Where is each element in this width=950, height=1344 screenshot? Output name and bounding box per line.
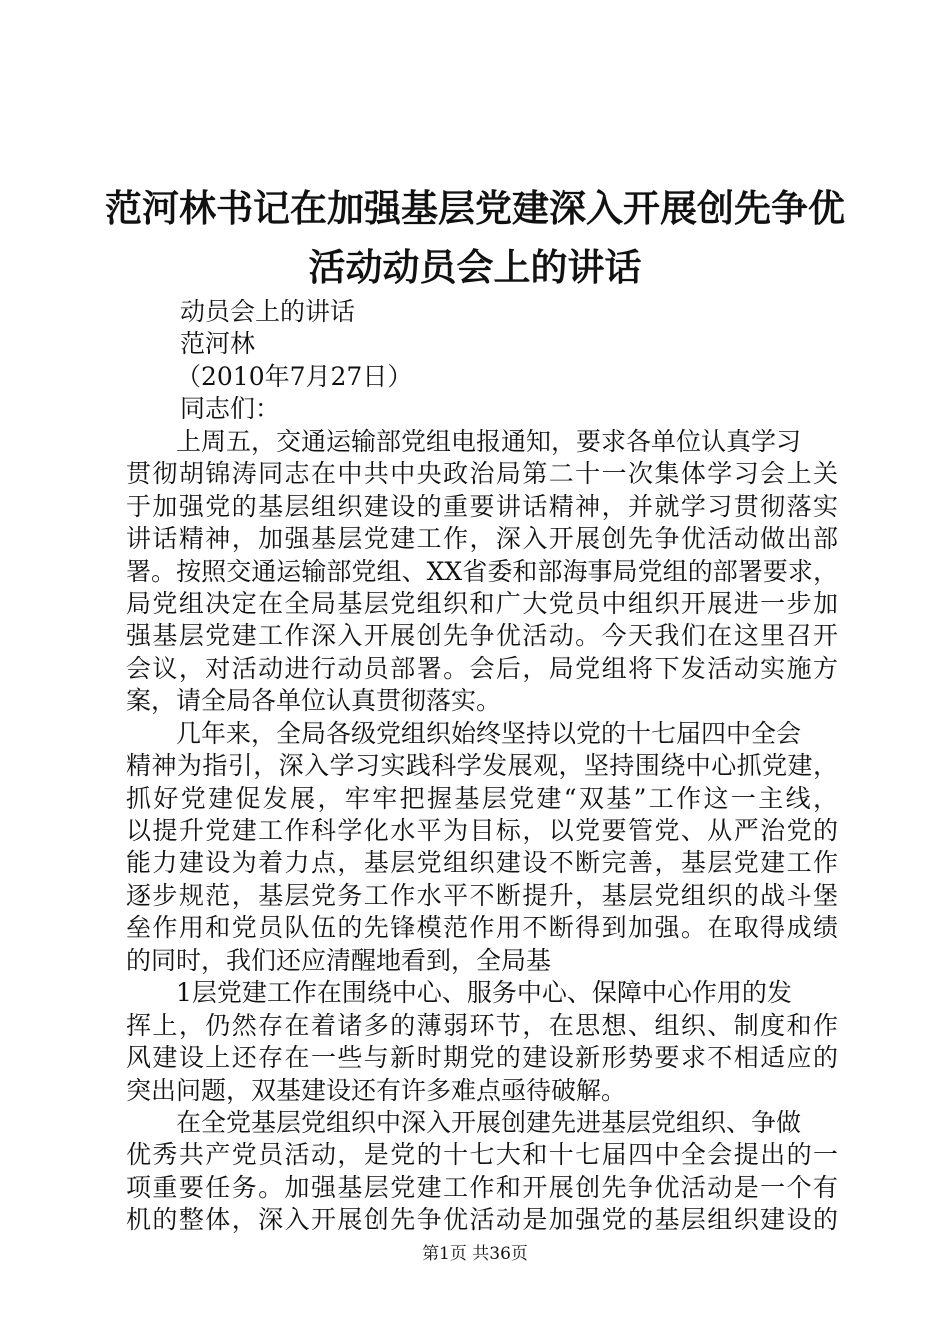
- document-title-line-1: 范河林书记在加强基层党建深入开展创先争优: [105, 186, 845, 230]
- paragraph-1-line: 贯彻胡锦涛同志在中共中央政治局第二十一次集体学习会上关: [126, 459, 838, 489]
- paragraph-1-line: 强基层党建工作深入开展创先争优活动。今天我们在这里召开: [126, 621, 838, 651]
- document-title-line-2: 活动动员会上的讲话: [308, 245, 642, 289]
- paragraph-2-line: 的同时，我们还应清醒地看到，全局基: [126, 945, 552, 975]
- subtitle-line: 动员会上的讲话: [180, 297, 356, 326]
- page-footer: 第1页 共36页: [422, 1244, 528, 1264]
- paragraph-1-line: 于加强党的基层组织建设的重要讲话精神，并就学习贯彻落实: [126, 491, 838, 521]
- paragraph-2-line: 垒作用和党员队伍的先锋模范作用不断得到加强。在取得成绩: [126, 913, 838, 943]
- paragraph-2-line: 几年来，全局各级党组织始终坚持以党的十七届四中全会: [176, 718, 802, 748]
- document-body: [126, 296, 838, 1237]
- paragraph-4-line: 项重要任务。加强基层党建工作和开展创先争优活动是一个有: [126, 1172, 838, 1202]
- paragraph-1-line: 局党组决定在全局基层党组织和广大党员中组织开展进一步加: [126, 588, 838, 618]
- paragraph-3-line: 风建设上还存在一些与新时期党的建设新形势要求不相适应的: [126, 1043, 838, 1073]
- paragraph-3-line: 1层党建工作在围绕中心、服务中心、保障中心作用的发: [176, 978, 792, 1008]
- paragraph-1-line: 案，请全局各单位认真贯彻落实。: [126, 686, 502, 716]
- paragraph-2-line: 逐步规范，基层党务工作水平不断提升，基层党组织的战斗堡: [126, 880, 838, 910]
- paragraph-1-line: 讲话精神，加强基层党建工作，深入开展创先争优活动做出部: [126, 524, 838, 554]
- paragraph-1-line: 上周五，交通运输部党组电报通知，要求各单位认真学习: [176, 426, 802, 456]
- paragraph-3-line: 突出问题，双基建设还有许多难点亟待破解。: [126, 1075, 627, 1105]
- speech-date: （2010年7月27日）: [176, 361, 413, 391]
- paragraph-4-line: 机的整体，深入开展创先争优活动是加强党的基层组织建设的: [126, 1205, 838, 1235]
- salutation: 同志们：: [180, 394, 281, 424]
- paragraph-2-line: 能力建设为着力点，基层党组织建设不断完善，基层党建工作: [126, 848, 838, 878]
- paragraph-2-line: 抓好党建促发展，牢牢把握基层党建“双基”工作这一主线，: [126, 783, 838, 813]
- paragraph-1-line: 会议，对活动进行动员部署。会后，局党组将下发活动实施方: [126, 653, 838, 683]
- paragraph-2-line: 精神为指引，深入学习实践科学发展观，坚持围绕中心抓党建，: [126, 751, 838, 781]
- paragraph-4-line: 在全党基层党组织中深入开展创建先进基层党组织、争做: [176, 1107, 802, 1137]
- paragraph-2-line: 以提升党建工作科学化水平为目标，以党要管党、从严治党的: [126, 816, 838, 845]
- speaker-name: 范河林: [180, 329, 256, 359]
- paragraph-3-line: 挥上，仍然存在着诸多的薄弱环节，在思想、组织、制度和作: [126, 1010, 838, 1040]
- paragraph-4-line: 优秀共产党员活动，是党的十七大和十七届四中全会提出的一: [126, 1140, 838, 1170]
- paragraph-1-line: 署。按照交通运输部党组、XX省委和部海事局党组的部署要求，: [126, 556, 838, 586]
